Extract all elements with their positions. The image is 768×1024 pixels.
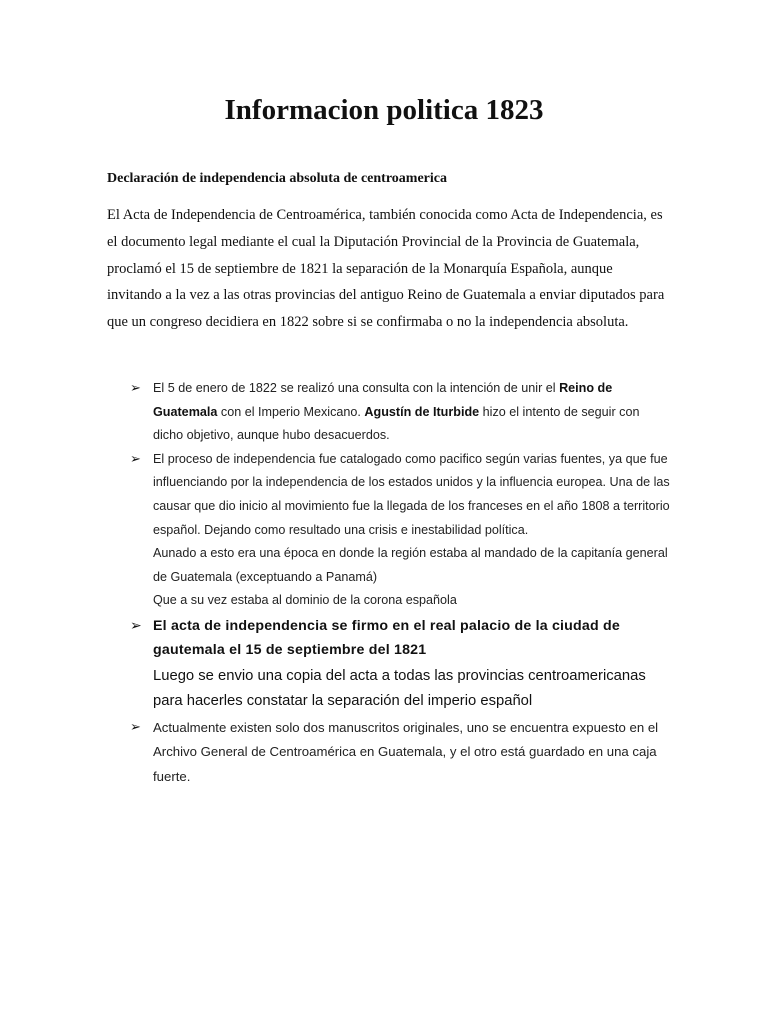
arrowhead-bullet-icon: ➢ [130, 381, 141, 396]
intro-paragraph: El Acta de Independencia de Centroamérica, también conocida como Acta de Independencia, es el documento legal mediante el cual la Diputación Provincial de la Provincia de Guatemala, proclamó el 15 de septiembre de 1821 la separación de la Monarquía Española, aunque invitando a la vez a las otras provincias del antiguo Reino de Guatemala a enviar diputados para que un congreso decidiera en 1822 sobre si se confirmaba o no la independencia absoluta. [107, 207, 665, 331]
list-item-bold-text: Reino de Guatemala [153, 381, 613, 419]
section-heading: Declaración de independencia absoluta de centroamerica [107, 171, 447, 186]
list-item [130, 377, 670, 448]
list-item-bold-text: Agustín de Iturbide [364, 404, 480, 419]
list-item-text: hizo el intento de seguir con dicho objetivo, aunque hubo desacuerdos. [153, 404, 640, 443]
list-item-text: con el Imperio Mexicano. [217, 404, 365, 419]
list-item-text: Actualmente existen solo dos manuscritos originales, uno se encuentra expuesto en el Archivo General de Centroamérica en Guatemala, y el otro está guardado en una caja fuerte. [153, 719, 659, 784]
list-item-text: Que a su vez estaba al dominio de la corona española [153, 593, 457, 608]
arrowhead-bullet-icon: ➢ [130, 451, 141, 467]
document-title: Informacion politica 1823 [224, 94, 544, 126]
list-item-text: Luego se envio una copia del acta a todas las provincias centroamericanas para hacerles constatar la separación del imperio español [153, 667, 646, 709]
arrowhead-bullet-icon: ➢ [130, 719, 141, 735]
list-item [130, 716, 670, 789]
arrowhead-bullet-icon: ➢ [130, 617, 142, 634]
list-item-text: Aunado a esto era una época en donde la región estaba al mandado de la capitanía general de Guatemala (exceptuando a Panamá) [153, 546, 668, 584]
list-item [130, 614, 670, 714]
bullet-list [130, 377, 670, 789]
list-item-text: El proceso de independencia fue catalogado como pacifico según varias fuentes, ya que fue influenciando por la independencia de los estados unidos y la influencia europea. Una de las causar que dio inicio al movimiento fue la llegada de los franceses en el año 1808 a territorio español. Dejando como resultado una crisis e inestabilidad política. [153, 451, 670, 537]
list-item [130, 448, 670, 613]
list-item-bold-text: El acta de independencia se firmo en el real palacio de la ciudad de gautemala el 15 de septiembre del 1821 [153, 617, 620, 659]
list-item-text: El 5 de enero de 1822 se realizó una consulta con la intención de unir el [153, 381, 560, 395]
